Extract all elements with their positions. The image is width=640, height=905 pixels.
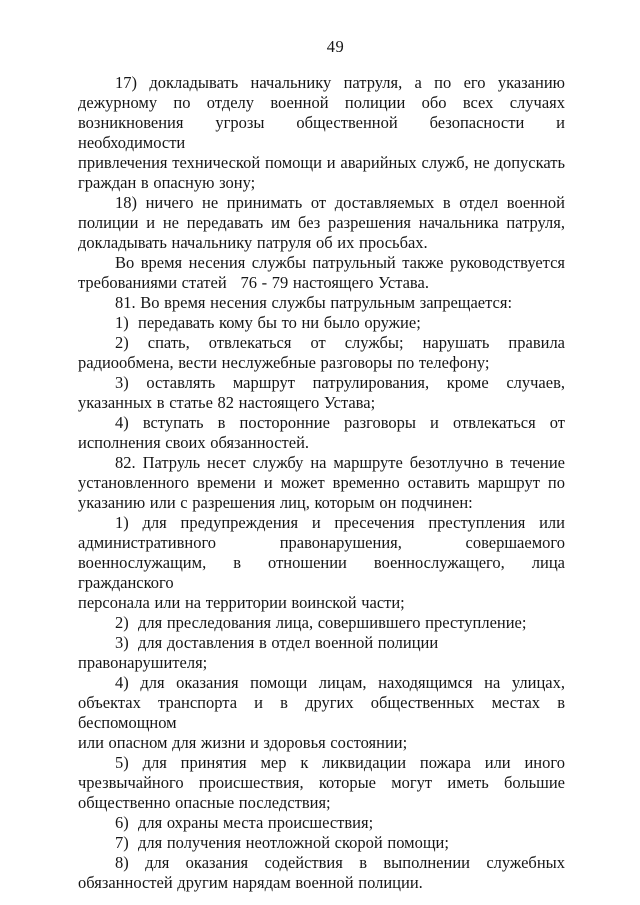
text-line: военнослужащим, в отношении военнослужащего, лица гражданского bbox=[78, 553, 565, 592]
text-line: докладывать начальнику патруля об их просьбах. bbox=[78, 233, 428, 252]
text-line: 4) для оказания помощи лицам, находящимся на улицах, bbox=[115, 673, 565, 692]
text-line: 3) оставлять маршрут патрулирования, кроме случаев, bbox=[115, 373, 565, 392]
text-line: привлечения технической помощи и аварийных служб, не допускать bbox=[78, 153, 565, 172]
text-line: 4) вступать в посторонние разговоры и отвлекаться от bbox=[115, 413, 565, 432]
text-line: или опасном для жизни и здоровья состоянии; bbox=[78, 733, 408, 752]
text-line: Во время несения службы патрульный также руководствуется bbox=[115, 253, 565, 272]
text-line: установленного времени и может временно оставить маршрут по bbox=[78, 473, 565, 492]
text-line: объектах транспорта и в других общественных местах в беспомощном bbox=[78, 693, 565, 732]
text-line: 17) докладывать начальнику патруля, а по его указанию bbox=[115, 73, 565, 92]
text-line: полиции и не передавать им без разрешения начальника патруля, bbox=[78, 213, 565, 232]
text-line: дежурному по отделу военной полиции обо всех случаях bbox=[78, 93, 565, 112]
text-line: 8) для оказания содействия в выполнении служебных bbox=[115, 853, 565, 872]
text-line: обязанностей другим нарядам военной полиции. bbox=[78, 873, 423, 892]
text-line: 81. Во время несения службы патрульным запрещается: bbox=[115, 293, 513, 312]
text-line: 2) спать, отвлекаться от службы; нарушать правила bbox=[115, 333, 565, 352]
text-line: 2) для преследования лица, совершившего преступление; bbox=[115, 613, 527, 632]
text-line: персонала или на территории воинской части; bbox=[78, 593, 405, 612]
text-line: 7) для получения неотложной скорой помощи; bbox=[115, 833, 449, 852]
text-line: 5) для принятия мер к ликвидации пожара или иного bbox=[115, 753, 565, 772]
text-line: 3) для доставления в отдел военной полиции правонарушителя; bbox=[78, 633, 439, 672]
text-line: радиообмена, вести неслужебные разговоры по телефону; bbox=[78, 353, 490, 372]
text-line: общественно опасные последствия; bbox=[78, 793, 331, 812]
text-line: граждан в опасную зону; bbox=[78, 173, 256, 192]
document-body bbox=[78, 73, 565, 893]
page-number: 49 bbox=[326, 37, 345, 56]
text-line: 6) для охраны места происшествия; bbox=[115, 813, 374, 832]
text-line: требованиями статей 76 - 79 настоящего Устава. bbox=[78, 273, 429, 292]
text-line: исполнения своих обязанностей. bbox=[78, 433, 310, 452]
text-line: возникновения угрозы общественной безопасности и необходимости bbox=[78, 113, 565, 152]
text-line: чрезвычайного происшествия, которые могут иметь большие bbox=[78, 773, 565, 792]
text-line: указанию или с разрешения лиц, которым он подчинен: bbox=[78, 493, 473, 512]
text-line: указанных в статье 82 настоящего Устава; bbox=[78, 393, 376, 412]
text-line: 82. Патруль несет службу на маршруте безотлучно в течение bbox=[115, 453, 565, 472]
text-line: 1) передавать кому бы то ни было оружие; bbox=[115, 313, 421, 332]
text-line: 1) для предупреждения и пресечения преступления или bbox=[115, 513, 565, 532]
text-line: административного правонарушения, совершаемого bbox=[78, 533, 565, 552]
text-line: 18) ничего не принимать от доставляемых в отдел военной bbox=[115, 193, 565, 212]
